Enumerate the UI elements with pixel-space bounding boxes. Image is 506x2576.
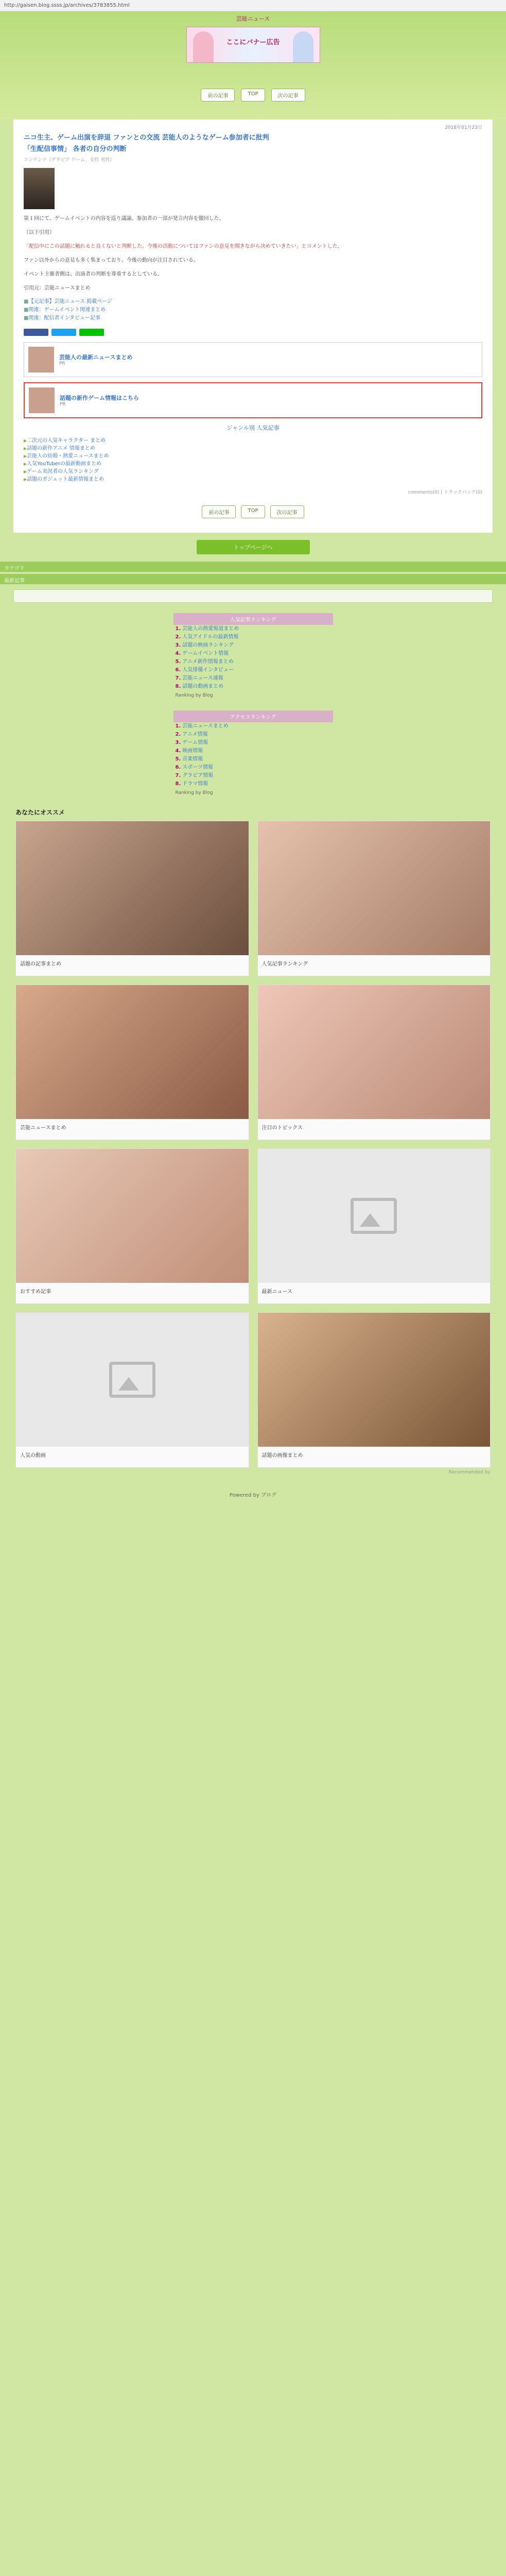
- ranking-item[interactable]: 5. アニメ新作情報まとめ: [175, 659, 234, 665]
- ranking-item-label: 人気俳優インタビュー: [182, 667, 234, 673]
- recommend-card[interactable]: [15, 985, 249, 1140]
- banner-text: ここにバナー広告: [226, 39, 280, 46]
- related-item[interactable]: ▶ 人気YouTuberの最新動画まとめ: [24, 460, 482, 468]
- article-paragraph: イベント主催者側は、出演者の判断を尊重するとしている。: [24, 272, 163, 277]
- bottom-top-button[interactable]: TOP: [241, 505, 265, 518]
- bottom-prev-button[interactable]: 前の記事: [202, 505, 236, 518]
- access-ranking-box: [173, 710, 333, 798]
- ranking-list: [173, 625, 333, 691]
- card-image: [16, 821, 249, 955]
- ranking-item[interactable]: 2. 人気アイドルの最新情報: [175, 634, 239, 640]
- ad-thumbnail: [29, 387, 55, 413]
- recommend-card[interactable]: [15, 1148, 249, 1304]
- ranking-item-label: 話題の動画まとめ: [182, 684, 224, 689]
- line-share-button[interactable]: [79, 329, 104, 336]
- article-link[interactable]: ■ 関連：ゲームイベント関連まとめ: [24, 306, 482, 314]
- ranking-item[interactable]: 5. 音楽情報: [175, 756, 203, 762]
- card-image: [258, 821, 491, 955]
- access-ranking-title: アクセスランキング: [173, 710, 333, 722]
- ranking-item-label: アニメ新作情報まとめ: [182, 659, 234, 665]
- twitter-share-button[interactable]: [51, 329, 76, 336]
- card-caption: 注目のトピックス: [261, 1125, 303, 1131]
- related-item[interactable]: ▶ 話題の新作アニメ 情報まとめ: [24, 445, 482, 452]
- ranking-item-label: 話題の映画ランキング: [182, 642, 234, 648]
- browser-url-bar[interactable]: http://gaisen.blog.ssss.jp/archives/3783855.html: [0, 0, 506, 11]
- recommend-card[interactable]: [257, 821, 491, 976]
- related-item[interactable]: ▶ 話題のガジェット最新情報まとめ: [24, 476, 482, 483]
- section-bar-latest: 最新記事: [0, 574, 506, 584]
- bottom-next-button[interactable]: 次の記事: [270, 505, 304, 518]
- ranking-item[interactable]: 4. ゲームイベント情報: [175, 651, 229, 656]
- nav-prev-button[interactable]: 前の記事: [201, 89, 235, 101]
- card-caption: 話題の記事まとめ: [20, 961, 61, 967]
- page-footer[interactable]: Powered by ブログ: [229, 1493, 277, 1498]
- article-links: [24, 298, 482, 323]
- article-paragraph: （以下引用）: [24, 230, 55, 235]
- header-banner[interactable]: [186, 27, 320, 63]
- ranking-item[interactable]: 6. スポーツ情報: [175, 765, 213, 770]
- page-root: [0, 11, 506, 2576]
- card-caption: 人気の動画: [20, 1453, 46, 1459]
- ranking-item-label: ゲームイベント情報: [182, 651, 229, 656]
- ad-sub: PR: [60, 402, 66, 407]
- banner-character-right: [293, 31, 313, 62]
- ranking-item-label: 芸能ニュースまとめ: [182, 723, 229, 729]
- ranking-item[interactable]: 4. 映画情報: [175, 748, 203, 754]
- article-title[interactable]: ニコ生主、ゲーム出演を辞退 ファンとの交流 芸能人のようなゲーム参加者に批判: [24, 134, 269, 142]
- ranking-item-label: アニメ情報: [182, 732, 208, 737]
- genre-link[interactable]: ジャンル別 人気記事: [226, 425, 280, 431]
- card-caption: 最新ニュース: [261, 1289, 292, 1295]
- card-caption: 芸能ニュースまとめ: [20, 1125, 66, 1131]
- ranking-item[interactable]: 8. ドラマ情報: [175, 781, 208, 787]
- related-item[interactable]: ▶ ゲーム実況者の人気ランキング: [24, 468, 482, 476]
- card-image: [16, 985, 249, 1119]
- ranking-item-label: 人気アイドルの最新情報: [182, 634, 239, 640]
- article-paragraph: 引用元：芸能ニュースまとめ: [24, 285, 91, 291]
- recommend-card[interactable]: [15, 821, 249, 976]
- ranking-item-label: ドラマ情報: [182, 781, 208, 787]
- ranking-item[interactable]: 3. ゲーム情報: [175, 740, 208, 745]
- card-image-placeholder: [16, 1313, 249, 1447]
- ranking-item-label: 音楽情報: [182, 756, 203, 762]
- ad-sub: PR: [59, 361, 65, 366]
- article: [13, 120, 493, 533]
- recommend-card[interactable]: [257, 1148, 491, 1304]
- recommend-card[interactable]: [15, 1312, 249, 1468]
- ranking-item[interactable]: 7. 芸能ニュース速報: [175, 675, 223, 681]
- article-paragraph: 「配信中にこの話題に触れると良くないと判断した。今後の活動についてはファンの意見を聞きながら決めていきたい」とコメントした。: [24, 244, 343, 249]
- article-link[interactable]: ■ 【元記事】芸能ニュース 掲載ページ: [24, 298, 482, 306]
- ranking-box: [173, 613, 333, 700]
- search-bar[interactable]: [13, 589, 493, 603]
- ranking-item[interactable]: 6. 人気俳優インタビュー: [175, 667, 234, 673]
- article-subtitle: 「生配信事情」 各者の自分の判断: [24, 145, 127, 153]
- ad-thumbnail: [28, 347, 54, 372]
- article-footline: comments(0) | トラックバック(0): [408, 490, 482, 495]
- site-header: [0, 11, 506, 120]
- ranking-item-label: 芸能人の熱愛報道まとめ: [182, 626, 239, 632]
- card-image: [258, 985, 491, 1119]
- card-caption: 話題の画像まとめ: [261, 1453, 303, 1459]
- recommend-grid: [15, 821, 491, 1468]
- recommend-card[interactable]: [257, 985, 491, 1140]
- card-image: [258, 1313, 491, 1447]
- ranking-item-label: ゲーム情報: [182, 740, 208, 745]
- ranking-item[interactable]: 8. 話題の動画まとめ: [175, 684, 224, 689]
- related-item[interactable]: ▶ 芸能人の結婚・熱愛ニュースまとめ: [24, 452, 482, 460]
- ranking-title: 人気記事ランキング: [173, 613, 333, 625]
- section-bar-category: カテゴリ: [0, 562, 506, 572]
- ranking-item-label: 芸能ニュース速報: [182, 675, 223, 681]
- card-caption: 人気記事ランキング: [261, 961, 308, 967]
- related-item[interactable]: ▶ 二次元の人気キャラクター まとめ: [24, 437, 482, 445]
- image-placeholder-icon: [351, 1198, 397, 1234]
- ad-title: 話題の新作ゲーム情報はこちら: [60, 395, 139, 401]
- banner-character-left: [193, 31, 214, 62]
- facebook-share-button[interactable]: [24, 329, 48, 336]
- access-ranking-list: [173, 722, 333, 788]
- article-paragraph: ファン以外からの意見も多く集まっており、今後の動向が注目されている。: [24, 258, 199, 263]
- ranking-item[interactable]: 1. 芸能人の熱愛報道まとめ: [175, 626, 239, 632]
- ad-banner[interactable]: [24, 342, 482, 377]
- ranking-item-label: 映画情報: [182, 748, 203, 754]
- article-meta: コンテンツ（グラビア ゲーム、女性 男性）: [24, 158, 115, 163]
- recommend-card[interactable]: [257, 1312, 491, 1468]
- recommend-ad-label: Recommended by: [448, 1470, 491, 1475]
- site-title[interactable]: 芸能ニュース: [236, 15, 270, 22]
- article-paragraph: 第１回にて、ゲームイベントの内容を巡り議論。参加者の一部が発言内容を撤回した。: [24, 216, 224, 222]
- card-caption: おすすめ記事: [20, 1289, 51, 1295]
- recommend-title: あなたにオススメ: [15, 809, 65, 816]
- nav-top-button[interactable]: TOP: [241, 89, 265, 101]
- article-date: 2018年01月23日: [445, 125, 482, 130]
- ranking-item-label: グラビア情報: [182, 773, 214, 778]
- ad-banner-highlight[interactable]: [24, 382, 482, 418]
- ranking-item[interactable]: 1. 芸能ニュースまとめ: [175, 723, 229, 729]
- nav-next-button[interactable]: 次の記事: [271, 89, 305, 101]
- article-link[interactable]: ■ 関連：配信者インタビュー記事: [24, 314, 482, 323]
- ranking-item[interactable]: 3. 話題の映画ランキング: [175, 642, 234, 648]
- article-photo: [24, 168, 55, 209]
- ranking-item[interactable]: 2. アニメ情報: [175, 732, 208, 737]
- ranking-item-label: スポーツ情報: [182, 765, 213, 770]
- top-nav: [0, 89, 506, 101]
- card-image: [16, 1149, 249, 1283]
- ad-title: 芸能人の最新ニュースまとめ: [59, 354, 133, 361]
- ranking-footer[interactable]: Ranking by Blog: [175, 693, 213, 698]
- ranking-item[interactable]: 7. グラビア情報: [175, 773, 214, 778]
- access-ranking-footer[interactable]: Ranking by Blog: [175, 790, 213, 795]
- card-image-placeholder: [258, 1149, 491, 1283]
- article-body: [24, 214, 482, 293]
- image-placeholder-icon: [109, 1362, 155, 1398]
- share-buttons: [24, 329, 482, 336]
- related-list: [24, 437, 482, 483]
- bottom-nav: [24, 505, 482, 518]
- top-page-button[interactable]: トップページへ: [197, 540, 310, 554]
